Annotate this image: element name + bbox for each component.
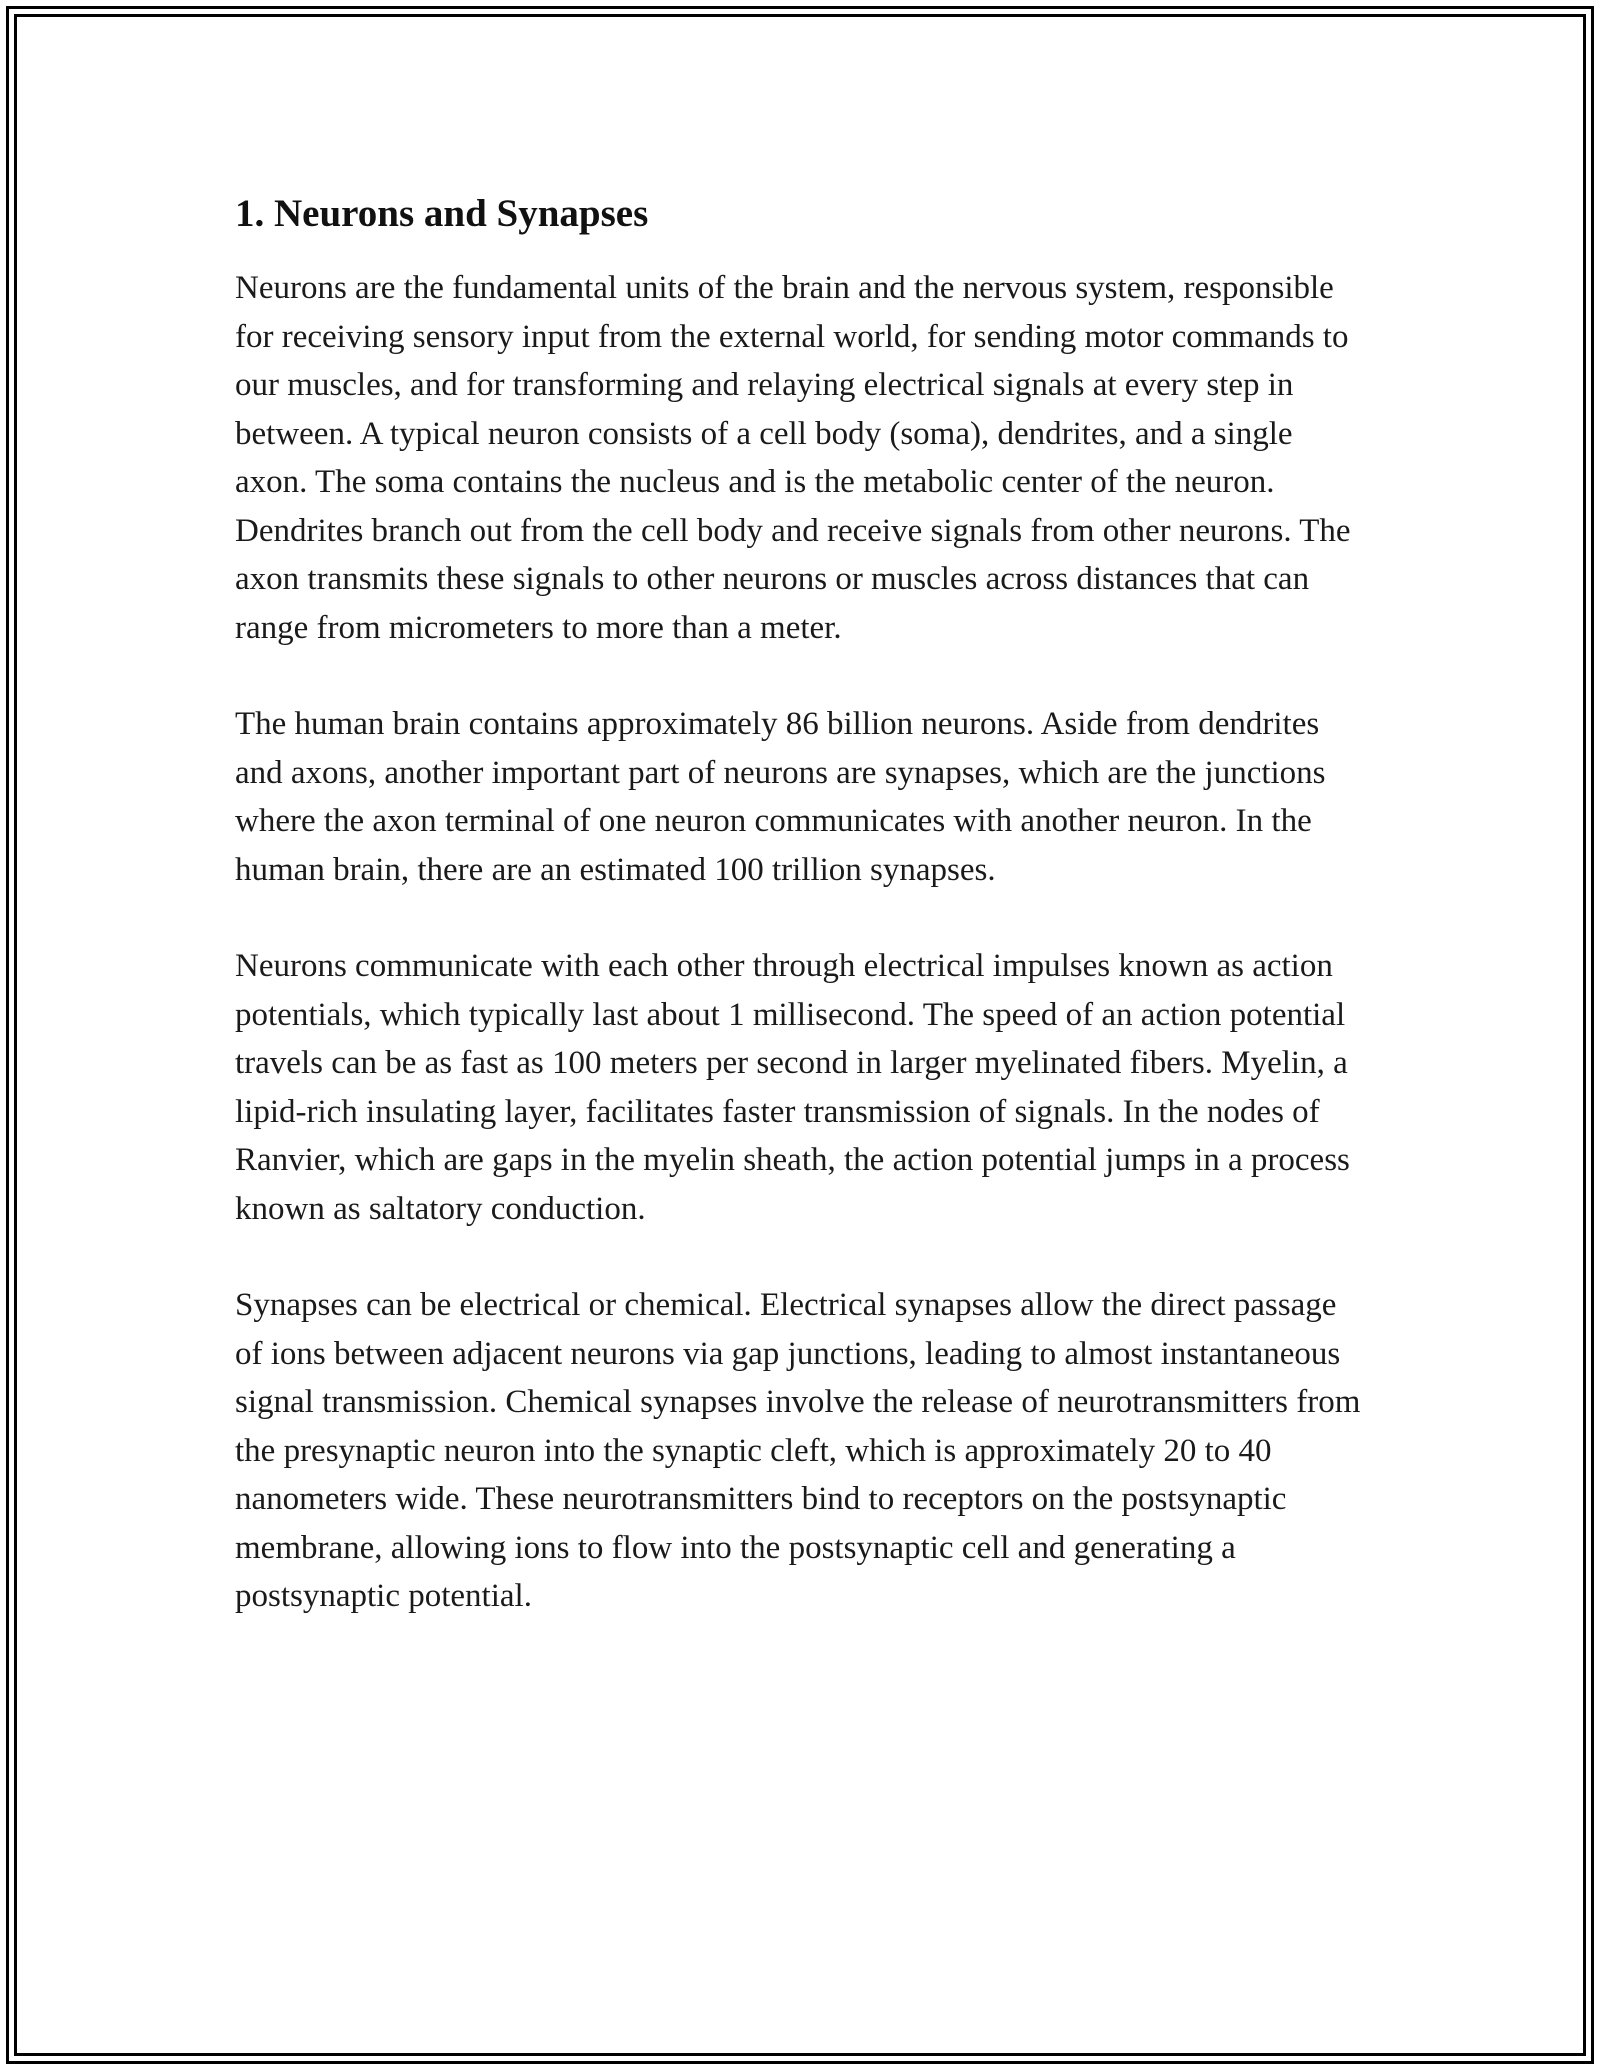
document-body bbox=[235, 188, 1365, 1669]
paragraph-synapse-types: Synapses can be electrical or chemical. Electrical synapses allow the direct passage of ions between adjacent neurons via gap junctions, leading to almost instantaneous signal transmission. Chemical synapses involve the release of neurotransmitters from the presynaptic neuron into the synaptic cleft, which is approximately 20 to 40 nanometers wide. These neurotransmitters bind to receptors on the postsynaptic membrane, allowing ions to flow into the postsynaptic cell and generating a postsynaptic potential. bbox=[235, 1287, 1361, 1614]
section-heading: 1. Neurons and Synapses bbox=[235, 192, 649, 235]
paragraph-brain-neuron-count: The human brain contains approximately 86 billion neurons. Aside from dendrites and axons, another important part of neurons are synapses, which are the junctions where the axon terminal of one neuron communicates with another neuron. In the human brain, there are an estimated 100 trillion synapses. bbox=[235, 706, 1326, 888]
paragraph-action-potentials: Neurons communicate with each other through electrical impulses known as action potentials, which typically last about 1 millisecond. The speed of an action potential travels can be as fast as 100 meters per second in larger myelinated fibers. Myelin, a lipid-rich insulating layer, facilitates faster transmission of signals. In the nodes of Ranvier, which are gaps in the myelin sheath, the action potential jumps in a process known as saltatory conduction. bbox=[235, 948, 1350, 1227]
paragraph-neurons-overview: Neurons are the fundamental units of the brain and the nervous system, responsible for receiving sensory input from the external world, for sending motor commands to our muscles, and for transforming and relaying electrical signals at every step in between. A typical neuron consists of a cell body (soma), dendrites, and a single axon. The soma contains the nucleus and is the metabolic center of the neuron. Dendrites branch out from the cell body and receive signals from other neurons. The axon transmits these signals to other neurons or muscles across distances that can range from micrometers to more than a meter. bbox=[235, 270, 1351, 646]
